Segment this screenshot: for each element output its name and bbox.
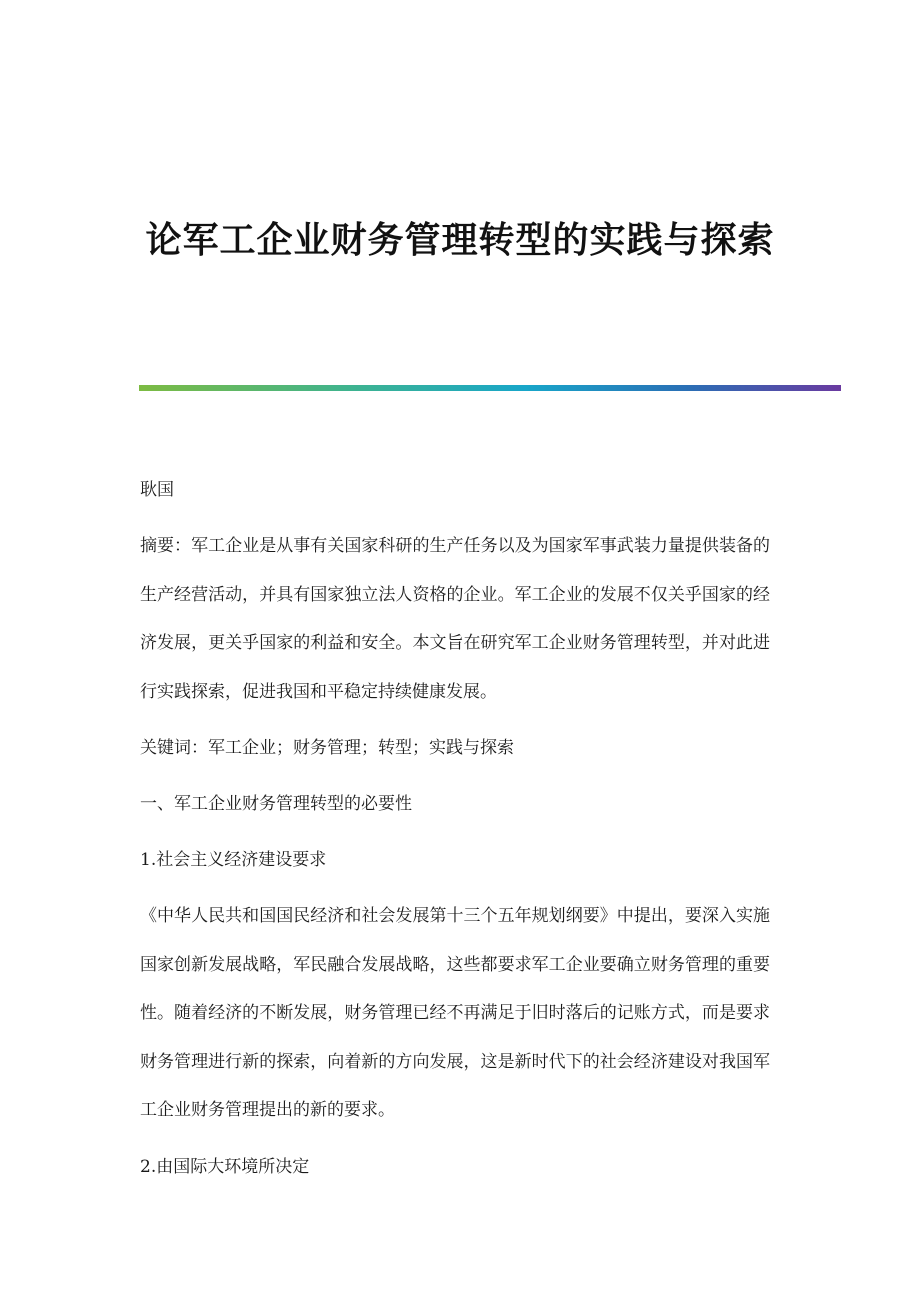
title-divider	[139, 385, 841, 391]
abstract-text: 军工企业是从事有关国家科研的生产任务以及为国家军事武装力量提供装备的生产经营活动，并具有国家独立法人资格的企业。军工企业的发展不仅关乎国家的经济发展，更关乎国家的利益和安全。本文旨在研究军工企业财务管理转型，并对此进行实践探索，促进我国和平稳定持续健康发展。	[140, 536, 771, 702]
keywords-label: 关键词：	[140, 738, 208, 758]
abstract-label: 摘要：	[140, 536, 192, 556]
subsection-heading-2: 2.由国际大环境所决定	[140, 1156, 310, 1177]
keywords-line	[140, 724, 770, 772]
subsection-heading-1: 1.社会主义经济建设要求	[140, 850, 327, 870]
subsection-1-paragraph: 《中华人民共和国国民经济和社会发展第十三个五年规划纲要》中提出，要深入实施国家创新发展战略，军民融合发展战略，这些都要求军工企业要确立财务管理的重要性。随着经济的不断发展，财务管理已经不再满足于旧时落后的记账方式，而是要求财务管理进行新的探索，向着新的方向发展，这是新时代下的社会经济建设对我国军工企业财务管理提出的新的要求。	[140, 906, 770, 1120]
abstract-paragraph	[140, 522, 770, 716]
author-name: 耿国	[140, 480, 174, 500]
keywords-text: 军工企业；财务管理；转型；实践与探索	[208, 738, 514, 758]
article-body	[140, 466, 770, 1199]
section-heading: 一、军工企业财务管理转型的必要性	[140, 794, 412, 814]
page-title: 论军工企业财务管理转型的实践与探索	[145, 220, 775, 261]
